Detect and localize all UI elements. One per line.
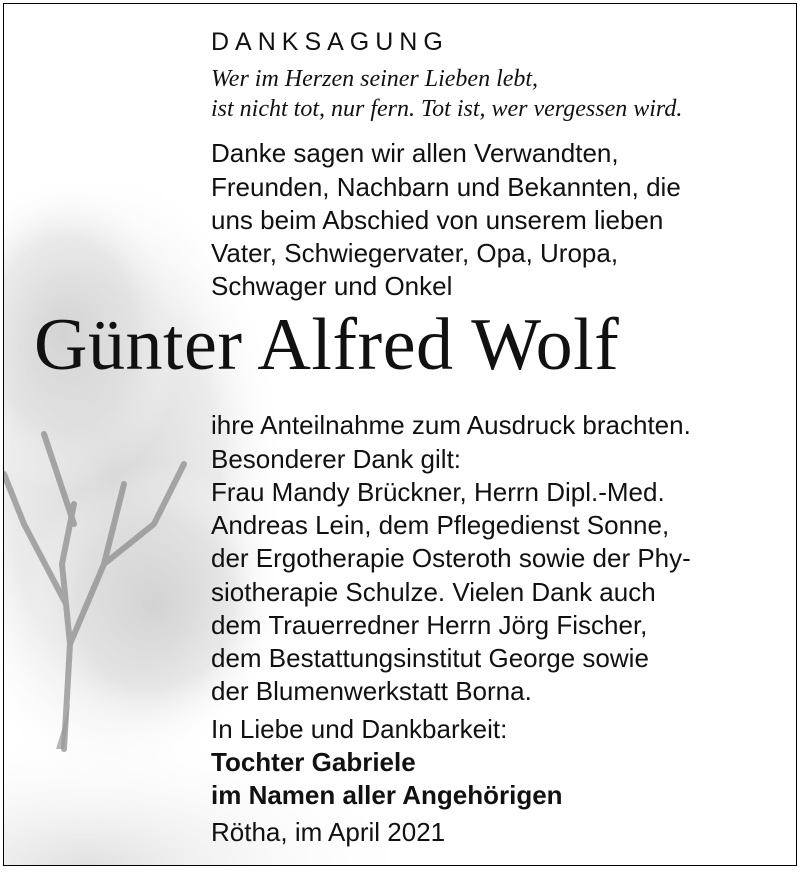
- intro-line: uns beim Abschied von unserem lieben: [211, 205, 664, 235]
- body-line: ihre Anteilnahme zum Ausdruck brachten.: [211, 410, 691, 440]
- obituary-card: [3, 3, 797, 866]
- body-line: der Blumenwerkstatt Borna.: [211, 676, 532, 706]
- body-line: Frau Mandy Brückner, Herrn Dipl.-Med.: [211, 477, 665, 507]
- body-line: Besonderer Dank gilt:: [211, 444, 462, 474]
- body-line: dem Trauerredner Herrn Jörg Fischer,: [211, 610, 648, 640]
- quote-line: ist nicht tot, nur fern. Tot ist, wer vergessen wird.: [211, 96, 683, 122]
- body-line: Andreas Lein, dem Pflegedienst Sonne,: [211, 510, 670, 540]
- intro-line: Vater, Schwiegervater, Opa, Uropa,: [211, 238, 619, 268]
- body-line: dem Bestattungsinstitut George sowie: [211, 643, 649, 673]
- intro-line: Freunden, Nachbarn und Bekannten, die: [211, 172, 681, 202]
- signature-line: im Namen aller Angehörigen: [211, 780, 563, 810]
- intro-line: Schwager und Onkel: [211, 271, 453, 301]
- body-line: der Ergotherapie Osteroth sowie der Phy-: [211, 543, 691, 573]
- obituary-text: [4, 4, 797, 866]
- place-date: Rötha, im April 2021: [211, 817, 446, 847]
- deceased-name: Günter Alfred Wolf: [34, 304, 620, 386]
- closing-line: In Liebe und Dankbarkeit:: [211, 714, 508, 744]
- signature-line: Tochter Gabriele: [211, 747, 416, 777]
- heading: DANKSAGUNG: [211, 28, 449, 56]
- quote-line: Wer im Herzen seiner Lieben lebt,: [211, 66, 539, 92]
- intro-line: Danke sagen wir allen Verwandten,: [211, 138, 619, 168]
- body-line: siotherapie Schulze. Vielen Dank auch: [211, 577, 656, 607]
